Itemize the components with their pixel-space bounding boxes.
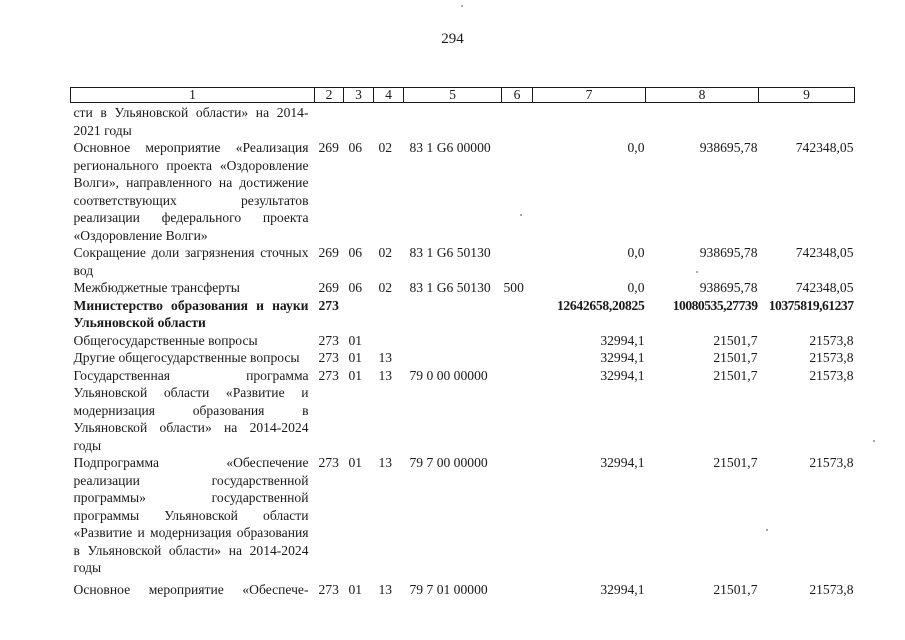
budget-table <box>70 87 855 598</box>
cell-amount-col7: 32994,1 <box>600 455 645 470</box>
cell-section <box>344 103 374 140</box>
cell-subsection: 02 <box>378 140 393 155</box>
cell-target-article: 79 7 00 00000 <box>409 455 488 470</box>
cell-amount-col8: 21501,7 <box>713 581 758 597</box>
cell-target-article: 83 1 G6 50130 <box>409 245 491 260</box>
cell-section: 01 <box>348 581 363 597</box>
cell-amount-col9: 21573,8 <box>809 367 854 383</box>
scan-speck <box>696 271 698 273</box>
cell-ministry-code: 273 <box>318 297 339 313</box>
row-name: сти в Ульяновской области» на 2014-2021 годы <box>73 105 309 138</box>
cell-ministry-code: 273 <box>318 455 339 470</box>
cell-section: 06 <box>348 280 363 295</box>
cell-subsection <box>374 332 404 350</box>
cell-target-article: 79 7 01 00000 <box>409 581 488 597</box>
cell-amount-col8: 938695,78 <box>699 245 758 260</box>
scan-speck <box>461 5 463 7</box>
row-name: Государственная программа Ульяновской области «Развитие и модернизация образования в Ульяновской области» на 2014-2024 годы <box>73 367 309 453</box>
cell-target-article <box>404 297 502 332</box>
cell-subsection: 13 <box>378 455 393 470</box>
cell-target-article: 79 0 00 00000 <box>409 367 488 383</box>
table-row <box>71 454 855 577</box>
cell-expense-type <box>502 244 533 279</box>
cell-amount-col8: 10080535,27739 <box>672 297 758 313</box>
cell-section: 01 <box>348 350 363 365</box>
cell-expense-type <box>502 139 533 244</box>
cell-amount-col9: 742348,05 <box>795 140 854 155</box>
row-name: Другие общегосударственные вопросы <box>73 350 300 365</box>
cell-ministry-code: 273 <box>318 350 339 365</box>
cell-amount-col7: 32994,1 <box>600 367 645 383</box>
column-header: 6 <box>502 88 533 103</box>
column-number-row <box>71 88 855 103</box>
cell-amount-col9: 742348,05 <box>795 280 854 295</box>
cell-amount-col8 <box>646 103 759 140</box>
cell-amount-col8: 938695,78 <box>699 140 758 155</box>
cell-amount-col7: 0,0 <box>627 245 645 260</box>
table-row <box>71 349 855 367</box>
cell-ministry-code: 269 <box>318 140 339 155</box>
cell-ministry-code: 269 <box>318 245 339 260</box>
cell-amount-col7 <box>533 103 646 140</box>
column-header: 1 <box>71 88 315 103</box>
cell-amount-col7: 12642658,20825 <box>556 297 645 313</box>
cell-amount-col7: 32994,1 <box>600 581 645 597</box>
cell-ministry-code: 273 <box>318 581 339 597</box>
cell-target-article <box>404 349 502 367</box>
column-header: 3 <box>344 88 374 103</box>
cell-expense-type <box>502 103 533 140</box>
cell-amount-col8: 21501,7 <box>713 367 758 383</box>
cell-section: 06 <box>348 245 363 260</box>
cell-amount-col7: 32994,1 <box>600 332 645 348</box>
cell-ministry-code: 273 <box>318 367 339 383</box>
row-name: Общегосударственные вопросы <box>73 332 258 348</box>
column-header: 8 <box>646 88 759 103</box>
table-row <box>71 139 855 244</box>
cell-subsection: 13 <box>378 581 393 597</box>
cell-amount-col9: 21573,8 <box>809 350 854 365</box>
cell-amount-col9 <box>759 103 855 140</box>
cell-amount-col7: 0,0 <box>627 280 645 295</box>
cell-section <box>344 297 374 332</box>
table-row <box>71 332 855 350</box>
column-header: 5 <box>404 88 502 103</box>
cell-subsection: 02 <box>378 280 393 295</box>
cell-section: 01 <box>348 455 363 470</box>
cell-section: 06 <box>348 140 363 155</box>
scan-speck <box>873 440 875 442</box>
cell-subsection <box>374 103 404 140</box>
table-row <box>71 244 855 279</box>
row-name: Сокращение доли загрязнения сточных вод <box>73 245 309 278</box>
row-name: Межбюджетные трансферты <box>73 280 240 295</box>
column-header: 9 <box>759 88 855 103</box>
column-header: 7 <box>533 88 646 103</box>
cell-expense-type <box>502 349 533 367</box>
cell-amount-col9: 742348,05 <box>795 245 854 260</box>
cell-target-article: 83 1 G6 00000 <box>409 140 491 155</box>
cell-target-article <box>404 332 502 350</box>
cell-section: 01 <box>348 332 363 348</box>
cell-target-article <box>404 103 502 140</box>
cell-ministry-code: 273 <box>318 332 339 348</box>
cell-ministry-code <box>315 103 344 140</box>
cell-target-article: 83 1 G6 50130 <box>409 280 491 295</box>
cell-amount-col9: 21573,8 <box>809 455 854 470</box>
cell-amount-col8: 21501,7 <box>713 350 758 365</box>
table-row <box>71 577 855 599</box>
cell-amount-col8: 21501,7 <box>713 332 758 348</box>
row-name: Министерство образования и науки Ульяновской области <box>73 297 309 330</box>
cell-subsection: 13 <box>378 367 393 383</box>
column-header: 2 <box>315 88 344 103</box>
cell-expense-type <box>502 332 533 350</box>
column-header: 4 <box>374 88 404 103</box>
row-name: Основное мероприятие «Обеспече- <box>73 581 309 597</box>
cell-amount-col9: 10375819,61237 <box>768 297 854 313</box>
cell-expense-type <box>502 367 533 455</box>
cell-expense-type <box>502 454 533 577</box>
cell-expense-type <box>502 297 533 332</box>
table-row <box>71 367 855 455</box>
cell-section: 01 <box>348 367 363 383</box>
table-row <box>71 279 855 297</box>
cell-subsection: 02 <box>378 245 393 260</box>
scan-speck <box>766 529 768 531</box>
cell-amount-col9: 21573,8 <box>809 332 854 348</box>
row-name: Основное мероприятие «Реализация регионального проекта «Оздоровление Волги», направленного на достижение соответствующих результатов реализации федерального проекта «Оздоровление Волги» <box>73 140 309 243</box>
cell-expense-type: 500 <box>503 280 524 295</box>
cell-subsection <box>374 297 404 332</box>
cell-amount-col8: 21501,7 <box>713 455 758 470</box>
row-name: Подпрограмма «Обеспечение реализации государственной программы» государственной программы Ульяновской области «Развитие и модернизация образования в Ульяновской области» на 2014-2024 годы <box>73 455 309 575</box>
cell-amount-col9: 21573,8 <box>809 581 854 597</box>
scan-speck <box>520 214 522 216</box>
cell-amount-col8: 938695,78 <box>699 280 758 295</box>
cell-ministry-code: 269 <box>318 280 339 295</box>
cell-amount-col7: 32994,1 <box>600 350 645 365</box>
table-row <box>71 103 855 140</box>
table-row-ministry <box>71 297 855 332</box>
budget-table-container <box>70 87 854 598</box>
cell-amount-col7: 0,0 <box>627 140 645 155</box>
page-number: 294 <box>441 31 464 47</box>
cell-expense-type <box>502 577 533 599</box>
cell-subsection: 13 <box>378 350 393 365</box>
